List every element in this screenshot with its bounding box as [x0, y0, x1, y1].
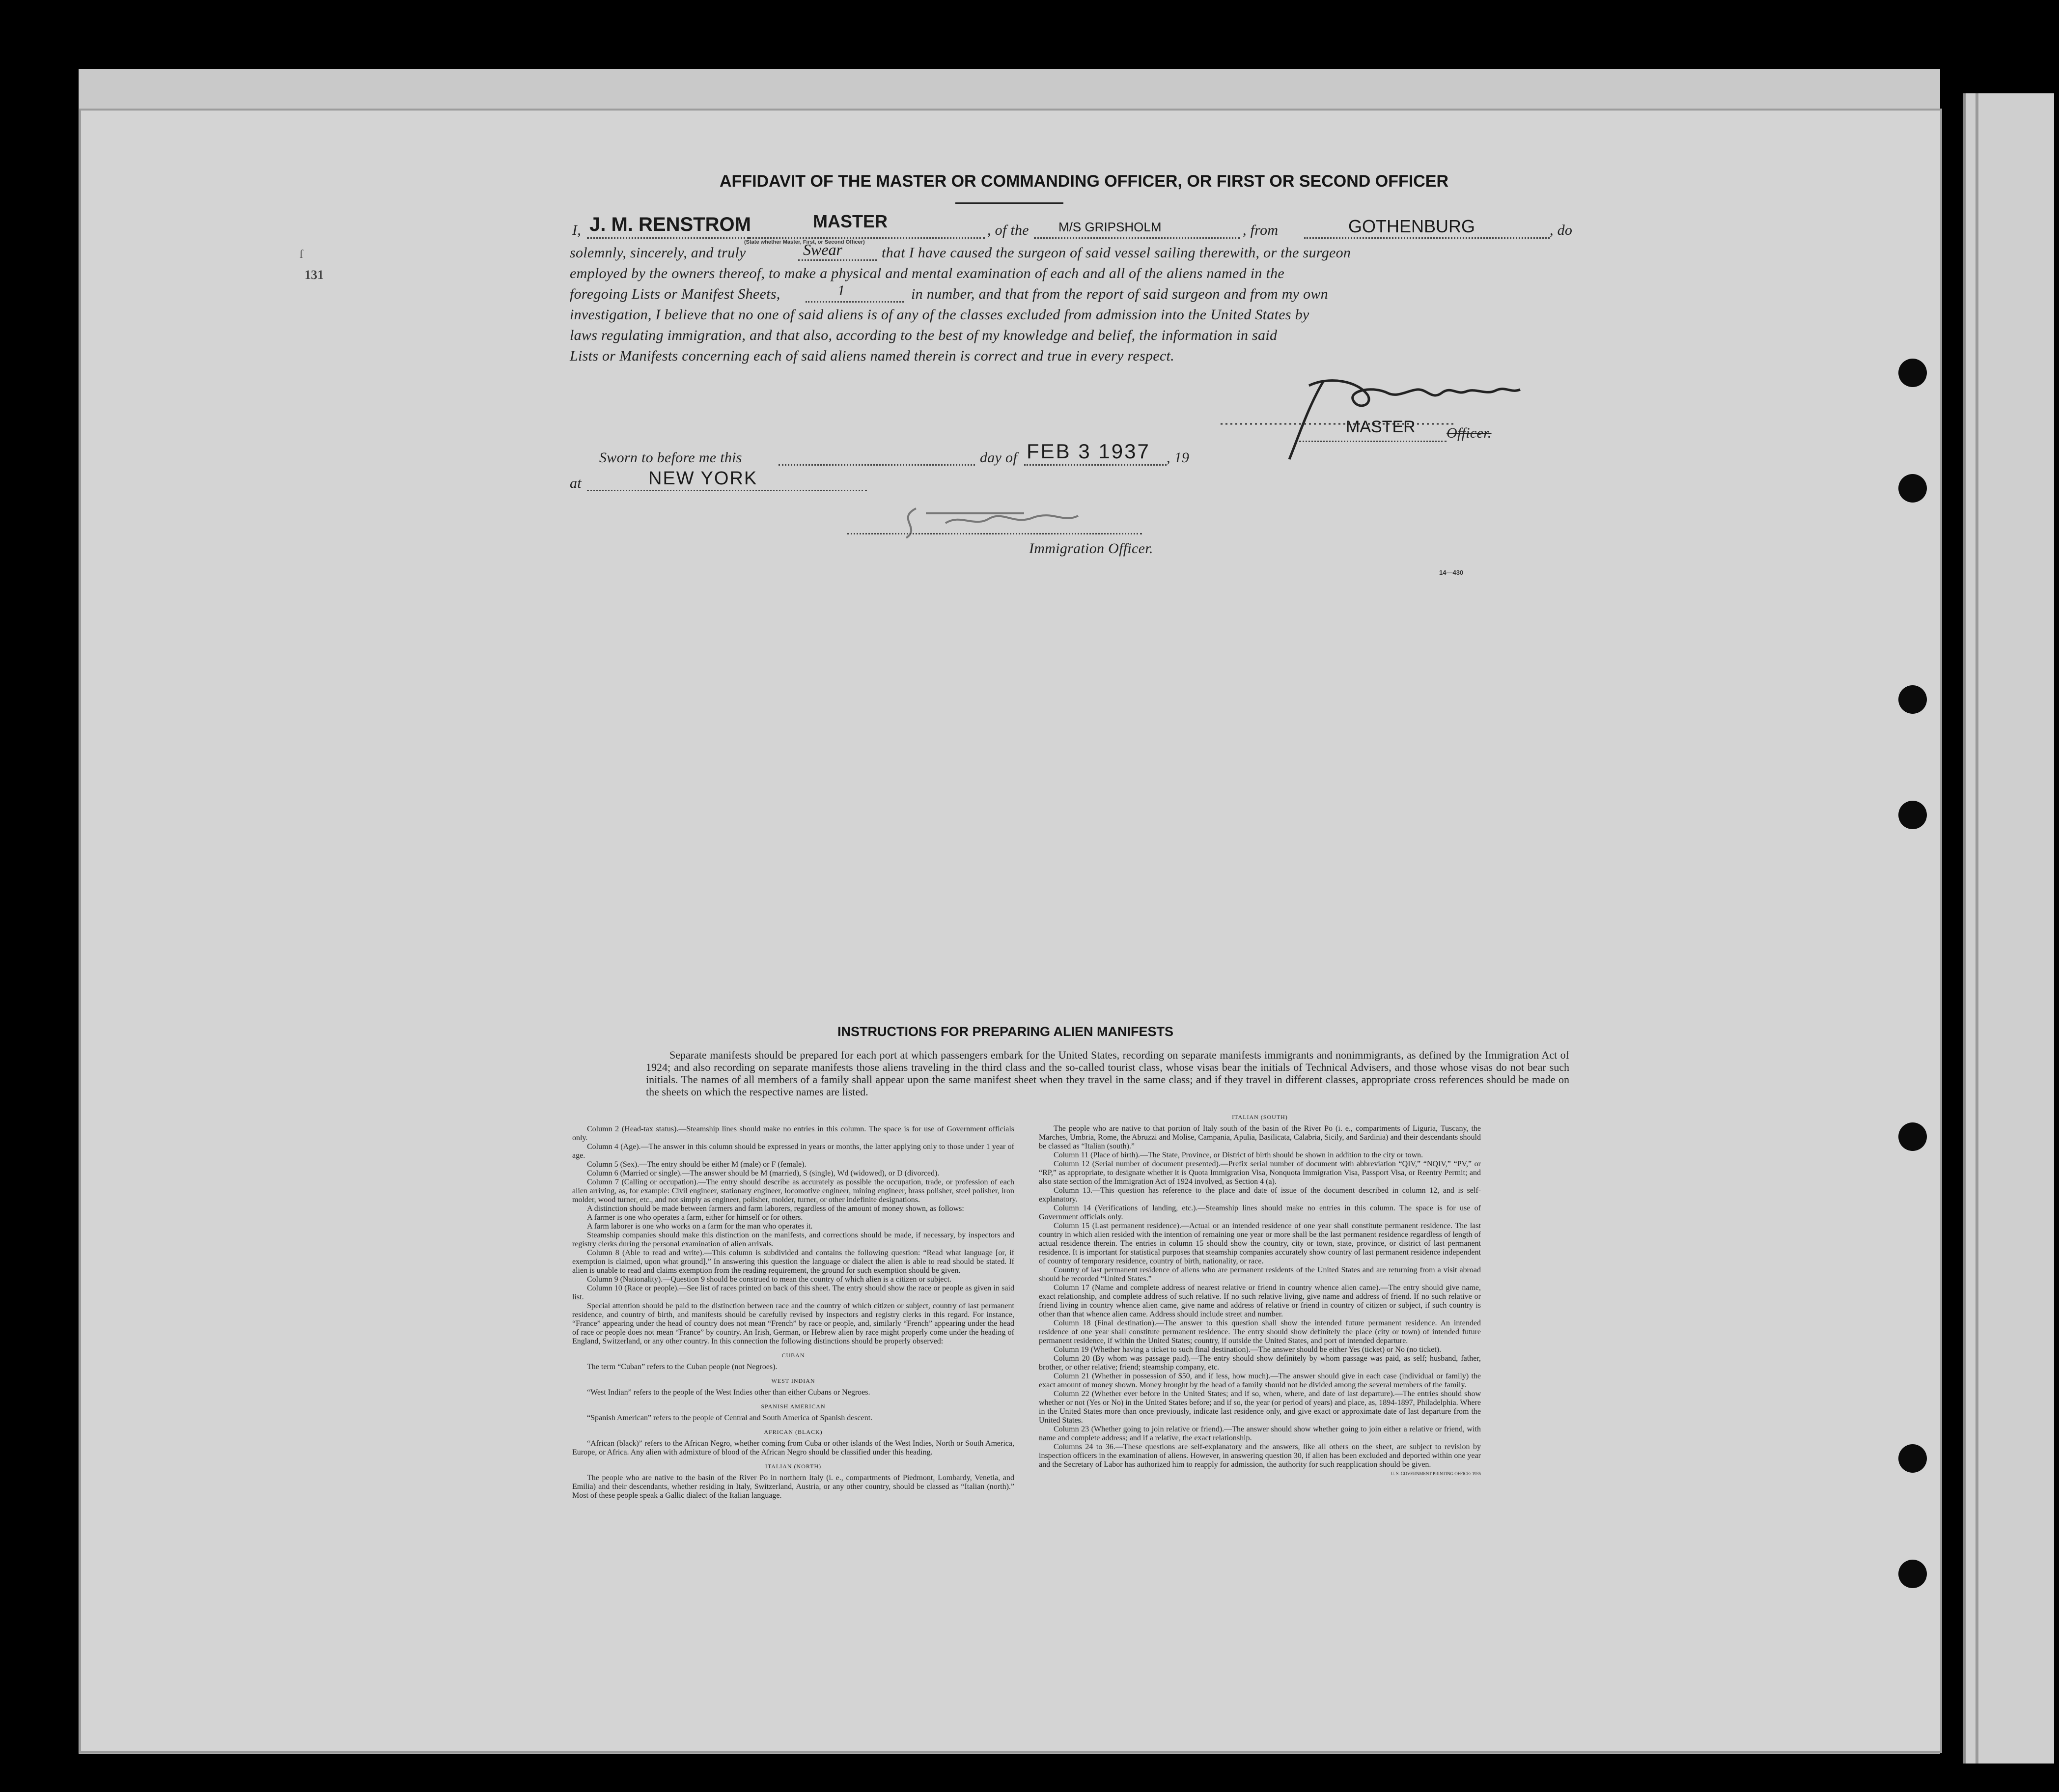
instruction-paragraph: Column 10 (Race or people).—See list of races printed on back of this sheet. The entry should show the race or people as given in said list.: [572, 1284, 1014, 1301]
instruction-paragraph: “West Indian” refers to the people of the West Indies other than either Cubans or Negroes.: [587, 1388, 870, 1397]
title-rule: [955, 202, 1063, 204]
instruction-paragraph: Column 21 (Whether in possession of $50, and if less, how much).—The answer should give in each case (individual or family) the exact amount of money shown. Money brought by the head of a family should not be divided among the several members of the family.: [1039, 1372, 1481, 1389]
section-heading: AFRICAN (BLACK): [764, 1428, 823, 1435]
vessel-name: M/S GRIPSHOLM: [1058, 220, 1162, 234]
affidavit-i: I,: [572, 222, 582, 238]
punch-hole: [1898, 685, 1927, 714]
from-text: , from: [1243, 222, 1279, 238]
affidavit-text-3: employed by the owners thereof, to make a physical and mental examination of each and all of the aliens named in the: [570, 265, 1285, 281]
instruction-paragraph: Column 15 (Last permanent residence).—Actual or an intended residence of one year shall constitute permanent residence. The last country in which alien resided with the intention of remaining one year or more shall be the last permanent residence regardless of length of actual residence therein. The entries in column 15 should show the country, city or town, state, province, or district of last permanent residence. It is important for statistical purposes that steamship companies accurately show country of last permanent residence independent of country of temporary residence, country of birth, nationality, or race.: [1039, 1222, 1481, 1265]
instruction-paragraph: Column 19 (Whether having a ticket to such final destination).—The answer should be either Yes (ticket) or No (no ticket).: [1054, 1345, 1442, 1354]
instruction-paragraph: Column 11 (Place of birth).—The State, Province, or District of birth should be shown in addition to the city or town.: [1054, 1151, 1423, 1159]
punch-hole: [1898, 1444, 1927, 1473]
instruction-paragraph: Column 8 (Able to read and write).—This column is subdivided and contains the following question: “Read what language [or, if exemption is claimed, upon what ground].” In answering this question the language or dialect the alien is able to read should be stated. If alien is unable to read and claims exemption from the reading requirement, the ground for such exemption should be given.: [572, 1249, 1014, 1275]
year-prefix: , 19: [1167, 449, 1190, 466]
instructions-right-column: [1039, 1113, 1481, 1478]
immigration-officer-label: Immigration Officer.: [1029, 540, 1153, 557]
instruction-paragraph: A farm laborer is one who works on a farm for the man who operates it.: [587, 1222, 813, 1231]
instructions-title: INSTRUCTIONS FOR PREPARING ALIEN MANIFESTS: [837, 1024, 1174, 1039]
instruction-paragraph: Columns 24 to 36.—These questions are self-explanatory and the answers, like all others on the sheet, are subject to revision by inspection officers in the examination of aliens. However, in answering question 30, if alien has been excluded and deported within one year and the Secretary of Labor has authorized him to reapply for admission, the authority for such reapplication should be given.: [1039, 1443, 1481, 1469]
punch-hole: [1898, 1560, 1927, 1588]
instruction-paragraph: A distinction should be made between farmers and farm laborers, regardless of the amount of money shown, as follows:: [587, 1204, 964, 1213]
instruction-paragraph: Special attention should be paid to the distinction between race and the country of which citizen or subject, country of last permanent residence, and country of birth, and manifests should be carefully revised by inspectors and registry clerks in this regard. For instance, “France” appearing under the head of country does not mean “French” by race or people, and, similarly “French” appearing under the head of race or people does not mean “France” by country. An Irish, German, or Hebrew alien by race might properly come under the heading of England, Switzerland, or any other country. In this connection the following distinctions should be properly observed:: [572, 1302, 1014, 1345]
sworn-text: Sworn to before me this: [599, 449, 742, 466]
affidavit-title: AFFIDAVIT OF THE MASTER OR COMMANDING OFFICER, OR FIRST OR SECOND OFFICER: [720, 172, 1448, 191]
instruction-paragraph: Column 20 (By whom was passage paid).—The entry should show definitely by whom passage was paid, as self; husband, father, brother, or other relative; friend; steamship company, etc.: [1039, 1354, 1481, 1372]
instruction-paragraph: Column 12 (Serial number of document presented).—Prefix serial number of document with abbreviation “QIV,” “NQIV,” “PV,” or “RP,” as appropriate, to designate whether it is Quota Immigration Visa, Nonquota Immigration Visa, Passport Visa, or Reentry Permit; and also state section of the Immigration Act of 1924 involved, as Section 4 (a).: [1039, 1160, 1481, 1186]
solemnly-text: solemnly, sincerely, and truly: [570, 245, 746, 261]
right-sheet-edge: [1963, 93, 2054, 1764]
instruction-paragraph: Column 7 (Calling or occupation).—The entry should describe as accurately as possible the occupation, trade, or profession of each alien arriving, as, for example: Civil engineer, stationary engineer, locomotive engineer, mining engineer, brass polisher, steel polisher, iron molder, wood turner, etc., and not simply as engineer, polisher, molder, turner, or other indefinite designations.: [572, 1178, 1014, 1204]
day-of-text: day of: [980, 449, 1017, 466]
instruction-paragraph: Steamship companies should make this distinction on the manifests, and corrections should be made, if necessary, by inspectors and registry clerks during the personal examination of alien arrivals.: [572, 1231, 1014, 1248]
form-number: 14—430: [1439, 569, 1464, 576]
instruction-paragraph: Column 4 (Age).—The answer in this column should be expressed in years or months, the latter applying only to those under 1 year of age.: [572, 1143, 1014, 1160]
rank-value: MASTER: [813, 211, 888, 231]
instruction-paragraph: Column 6 (Married or single).—The answer should be M (married), S (single), Wd (widowed), or D (divorced).: [587, 1169, 940, 1177]
at-text: at: [570, 475, 582, 491]
affidavit-text-7: Lists or Manifests concerning each of said aliens named therein is correct and true in every respect.: [570, 348, 1174, 364]
punch-hole: [1898, 359, 1927, 387]
punch-hole: [1898, 474, 1927, 503]
section-heading: CUBAN: [781, 1352, 805, 1359]
instruction-paragraph: Column 9 (Nationality).—Question 9 should be construed to mean the country of which alien is a citizen or subject.: [587, 1275, 952, 1284]
instruction-paragraph: Column 23 (Whether going to join relative or friend).—The answer should show whether going to join either a relative or friend, with name and complete address; and if a relative, the exact relationship.: [1039, 1425, 1481, 1442]
instruction-paragraph: The people who are native to that portion of Italy south of the basin of the River Po (i. e., compartments of Liguria, Tuscany, the Marches, Umbria, Rome, the Abruzzi and Molise, Campania, Apulia, Basilicata, Calabria, Sicily, and Sardinia) and their descendants should be classed as “Italian (south).”: [1039, 1124, 1481, 1150]
instruction-paragraph: Column 18 (Final destination).—The answer to this question shall show the intended future permanent residence. An intended residence of one year shall constitute permanent residence. The entry should show definitely the place (city or town) of intended future permanent residence, if within the United States; country, if outside the United States, and port of intended departure.: [1039, 1319, 1481, 1345]
instruction-paragraph: “Spanish American” refers to the people of Central and South America of Spanish descent.: [587, 1414, 873, 1422]
instruction-paragraph: “African (black)” refers to the African Negro, whether coming from Cuba or other islands of the West Indies, North or South America, Europe, or Africa. Any alien with admixture of blood of the African Negro should be classified under this heading.: [572, 1439, 1014, 1456]
instruction-paragraph: Column 2 (Head-tax status).—Steamship lines should make no entries in this column. The space is for use of Government officials only.: [572, 1125, 1014, 1142]
sheets-count: 1: [837, 282, 845, 299]
officer-label: Officer.: [1447, 425, 1492, 441]
instruction-paragraph: Column 14 (Verifications of landing, etc.).—Steamship lines should make no entries in this column. The space is for use of Government officials only.: [1039, 1204, 1481, 1221]
section-heading: ITALIAN (NORTH): [765, 1463, 822, 1470]
affidavit-text-6: laws regulating immigration, and that also, according to the best of my knowledge and belief, the information in said: [570, 327, 1278, 343]
section-heading: SPANISH AMERICAN: [761, 1403, 826, 1410]
of-the-text: , of the: [987, 222, 1029, 238]
affidavit-text-4b: in number, and that from the report of said surgeon and from my own: [911, 286, 1328, 302]
instructions-intro: Separate manifests should be prepared for each port at which passengers embark for the United States, recording on separate manifests immigrants and nonimmigrants, as defined by the Immigration Act of 1924; and also recording on separate manifests those aliens traveling in the third class and the so-called tourist class, whose visas bear the initials of Technical Advisers, and those whose visas do not bear such initials. The names of all members of a family shall appear upon the same manifest sheet when they travel in the same class; and if they travel in different classes, appropriate cross references should be made on the sheets on which the respective names are listed.: [646, 1049, 1569, 1098]
instruction-paragraph: A farmer is one who operates a farm, either for himself or for others.: [587, 1213, 803, 1222]
instructions-left-column: [572, 1125, 1014, 1500]
do-text: , do: [1550, 222, 1573, 238]
instruction-paragraph: The people who are native to the basin of the River Po in northern Italy (i. e., compartments of Piedmont, Lombardy, Venetia, and Emilia) and their descendants, whether residing in Italy, Switzerland, Austria, or any other country, should be classed as “Italian (north).” Most of these people speak a Gallic dialect of the Italian language.: [572, 1474, 1014, 1500]
margin-mark: 131: [305, 268, 324, 282]
rank-note: (State whether Master, First, or Second Officer): [744, 239, 865, 245]
signature-rank: MASTER: [1346, 418, 1416, 436]
swear-value: Swear: [803, 241, 842, 258]
affidavit-text-2: that I have caused the surgeon of said vessel sailing therewith, or the surgeon: [882, 245, 1351, 261]
instruction-paragraph: Country of last permanent residence of aliens who are permanent residents of the United States and are returning from a visit abroad should be recorded “United States.”: [1039, 1266, 1481, 1283]
margin-mark-top: ſ: [300, 248, 303, 261]
instruction-paragraph: The term “Cuban” refers to the Cuban people (not Negroes).: [587, 1363, 778, 1371]
master-signature: [1211, 366, 1584, 464]
manifest-page: [81, 111, 1940, 1751]
section-heading: WEST INDIAN: [771, 1377, 815, 1384]
instruction-paragraph: Column 5 (Sex).—The entry should be either M (male) or F (female).: [587, 1160, 807, 1169]
port-name: GOTHENBURG: [1348, 216, 1475, 236]
affidavit-text-5: investigation, I believe that no one of said aliens is of any of the classes excluded from admission into the United States by: [570, 307, 1309, 323]
instruction-paragraph: Column 17 (Name and complete address of nearest relative or friend in country whence alien came).—The entry should give name, exact relationship, and complete address of such relative. If no such relative living, give name and address of friend. If no such relative or friend living in country whence alien came, give name and address of relative or friend in country of citizen or subject, if such country is other than that whence alien came. Address should include street and number.: [1039, 1284, 1481, 1318]
section-heading: ITALIAN (SOUTH): [1232, 1114, 1288, 1120]
affidavit-text-4a: foregoing Lists or Manifest Sheets,: [570, 286, 780, 302]
instruction-paragraph: Column 22 (Whether ever before in the United States; and if so, when, where, and date of last departure).—The entries should show whether or not (Yes or No) in the United States before; and if so, the year (or period of years) and place, as, 1894-1897, Philadelphia. Where in the United States more than once previously, indicate last residence only, and give exact or approximate date of last departure from the United States.: [1039, 1390, 1481, 1425]
punch-hole: [1898, 801, 1927, 829]
sworn-place: NEW YORK: [648, 468, 758, 489]
printer-note: U. S. GOVERNMENT PRINTING OFFICE: 1935: [1391, 1471, 1481, 1476]
sworn-date: FEB 3 1937: [1027, 440, 1150, 463]
master-name: J. M. RENSTROM: [589, 214, 751, 235]
instruction-paragraph: Column 13.—This question has reference to the place and date of issue of the document described in column 12, and is self-explanatory.: [1039, 1186, 1481, 1204]
punch-hole: [1898, 1122, 1927, 1151]
